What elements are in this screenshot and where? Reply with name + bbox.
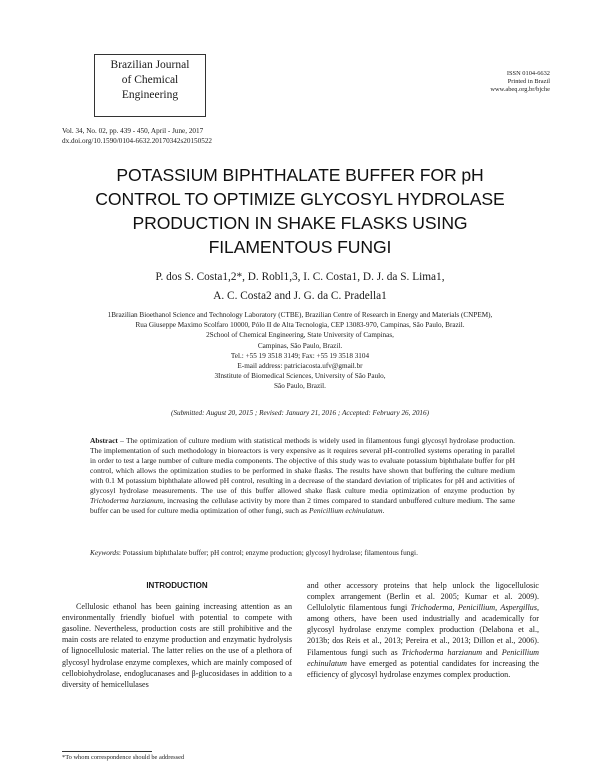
section-heading: INTRODUCTION xyxy=(146,581,208,590)
abstract-label: Abstract xyxy=(90,436,118,445)
affiliation-line: 3Institute of Biomedical Sciences, University of São Paulo, xyxy=(214,372,386,381)
authors-line-2: A. C. Costa2 and J. G. da C. Pradella1 xyxy=(213,289,387,302)
footnote: *To whom correspondence should be addressed xyxy=(62,754,185,761)
journal-name-line-3: Engineering xyxy=(121,89,179,101)
abstract-text: – The optimization of culture medium with statistical methods is widely used in filamentous fungi glycosyl hydrolase production. The implementation of such methodology in bioreactors is very expensive as it requires several pH-controlled systems operating in parallel in order to test a large number of culture media components. The objective of this study was to evaluate potassium biphthalate buffer for pH control, which allows the optimization studies to be performed in shake flasks. The results have shown that buffering the culture medium with 0.1 M potassium biphthalate allowed pH control, resulting in a decrease of the standard deviation of triplicates for pH and activities of glycosyl hydrolase measurements. The use of this buffer allowed shake flask culture media optimization of enzyme production by xyxy=(90,436,515,495)
body-paragraph: Cellulosic ethanol has been gaining increasing attention as an environmentally friendly biofuel with potential to compete with gasoline. Nevertheless, production costs are still prohibitive and the main costs are related to enzyme production and enzymatic hydrolysis of lignocellulosic material. The latter relies on the use of a plethora of glycosyl hydrolase enzyme complexes, which are mainly composed of cellobiohydrolase, endoglucanases and β-glucosidases in addition to a diversity of hemicellulases xyxy=(62,602,292,689)
volume-line: Vol. 34, No. 02, pp. 439 - 450, April - June, 2017 xyxy=(62,127,204,135)
keywords xyxy=(90,548,515,557)
citation-block xyxy=(62,127,212,146)
title-line-1: POTASSIUM BIPHTHALATE BUFFER FOR pH xyxy=(116,165,484,185)
authors xyxy=(40,268,560,305)
body-species: Penicillium echinulatum xyxy=(307,647,540,668)
abstract-text: , increasing the cellulase activity by more than 2 times compared to standard unbuffered culture medium. The same buffer can be used for culture media optimization of other fungi, such as xyxy=(90,495,515,515)
abstract xyxy=(90,436,515,516)
submission-dates: (Submitted: August 20, 2015 ; Revised: January 21, 2016 ; Accepted: February 26, 2016) xyxy=(170,409,430,417)
email-line: E-mail address: patriciacosta.ufv@gmail.br xyxy=(237,362,363,371)
journal-name-line-1: Brazilian Journal xyxy=(110,59,190,71)
body-paragraph xyxy=(307,580,539,680)
journal-name-box xyxy=(94,54,206,117)
left-column xyxy=(62,580,292,690)
keywords-label: Keywords xyxy=(90,548,119,557)
affiliations xyxy=(40,310,560,392)
journal-name-line-2: of Chemical xyxy=(121,74,179,86)
keywords-text: : Potassium biphthalate buffer; pH control; enzyme production; glycosyl hydrolase; filamentous fungi. xyxy=(118,548,418,557)
printed-in: Printed in Brazil xyxy=(507,78,550,85)
issn: ISSN 0104-6632 xyxy=(506,70,550,77)
body-text: and xyxy=(482,647,502,657)
body-species: Trichoderma, Penicillium, Aspergillus, xyxy=(410,603,539,613)
abstract-text: . xyxy=(382,505,385,515)
affiliation-line: São Paulo, Brazil. xyxy=(274,382,326,391)
body-species: Trichoderma harzianum xyxy=(401,647,483,657)
title-line-3: PRODUCTION IN SHAKE FLASKS USING xyxy=(132,213,468,233)
right-column xyxy=(307,580,539,680)
abstract-species: Trichoderma harzianum xyxy=(90,495,164,505)
footnote-rule xyxy=(62,751,152,752)
affiliation-line: 1Brazilian Bioethanol Science and Technology Laboratory (CTBE), Brazilian Centre of Research in Energy and Materials (CNPEM), xyxy=(107,311,493,319)
body-text: and other accessory proteins that help unlock the ligocellulosic complex arrangement (Berlin et al. 2005; Kumar et al. 2009). Cellulolytic filamentous fungi xyxy=(307,581,539,613)
affiliation-line: Rua Giuseppe Maximo Scolfaro 10000, Pólo II de Alta Tecnologia, CEP 13083-970, Campinas, São Paulo, Brazil. xyxy=(135,321,465,330)
affiliation-line: 2School of Chemical Engineering, State University of Campinas, xyxy=(206,331,394,340)
abstract-species: Penicillium echinulatum xyxy=(308,505,383,515)
body-text: have emerged as potential candidates for increasing the efficiency of glycosyl hydrolase enzymes complex production. xyxy=(307,658,539,679)
paper-title xyxy=(40,163,560,259)
issn-block xyxy=(490,70,550,94)
affiliation-line: Tel.: +55 19 3518 3149; Fax: +55 19 3518 3104 xyxy=(230,351,370,360)
journal-url: www.abeq.org.br/bjche xyxy=(490,86,550,93)
body-text: among others, have been used industrially and academically for glycosyl hydrolase enzyme complex production (Delabona et al., 2013b; dos Reis et al., 2013; Pereira et al., 2013; Dillon et al., 2006). Filamentous fungi such as xyxy=(307,614,539,657)
title-line-2: CONTROL TO OPTIMIZE GLYCOSYL HYDROLASE xyxy=(95,189,505,209)
authors-line-1: P. dos S. Costa1,2*, D. Robl1,3, I. C. Costa1, D. J. da S. Lima1, xyxy=(155,271,445,283)
title-line-4: FILAMENTOUS FUNGI xyxy=(208,237,392,257)
doi-line: dx.doi.org/10.1590/0104-6632.20170342s20150522 xyxy=(62,136,213,145)
affiliation-line: Campinas, São Paulo, Brazil. xyxy=(257,341,343,350)
